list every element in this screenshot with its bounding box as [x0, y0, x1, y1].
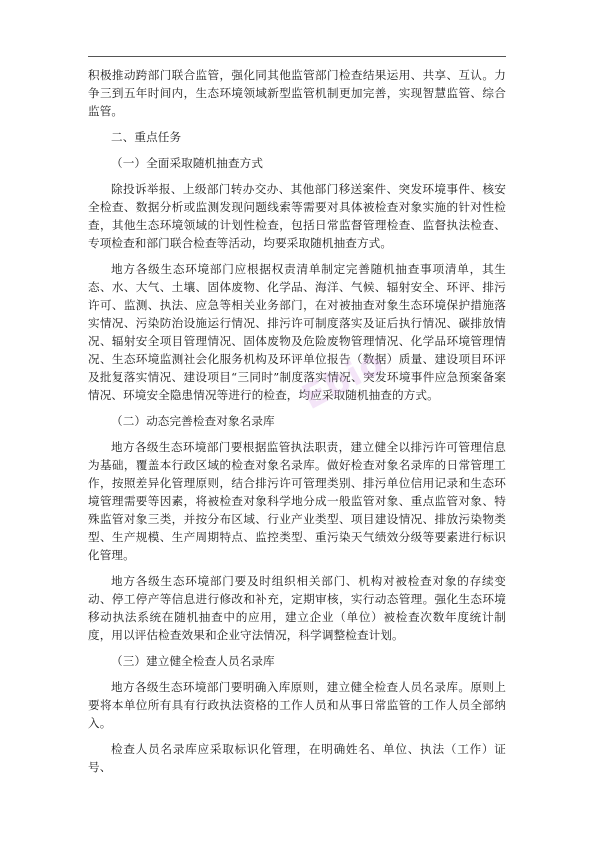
header-rule	[88, 56, 506, 57]
paragraph-inspector-labeling: 检查人员名录库应采取标识化管理，在明确姓名、单位、执法（工作）证号、	[88, 742, 506, 774]
section-heading-key-tasks: 二、重点任务	[111, 130, 182, 144]
paragraph-target-directory: 地方各级生态环境部门要根据监管执法职责，建立健全以排污许可管理信息为基础，覆盖本行政区域的检查对象名录库。做好检查对象名录库的日常管理工作，按照差异化管理原则，结合排污许可管理类别、排污单位信用记录和生态环境管理需要等因素，将被检查对象科学地分成一般监管对象、重点监管对象、特殊监管对象三类，并按分布区域、行业产业类型、项目建设情况、排放污染物类型、生产规模、生产周期特点、监控类型、重污染天气绩效分级等要素进行标识化管理。	[88, 440, 506, 562]
subheading-target-directory: （二）动态完善检查对象名录库	[111, 414, 275, 428]
paragraph-inspection-checklist: 地方各级生态环境部门应根据权责清单制定完善随机抽查事项清单，其生态、水、大气、土壤、固体废物、化学品、海洋、气候、辐射安全、环评、排污许可、监测、执法、应急等相关业务部门，在对被抽查对象生态环境保护措施落实情况、污染防治设施运行情况、排污许可制度落实及证后执行情况、碳排放情况、辐射安全项目管理情况、固体废物及危险废物管理情况、化学品环境管理情况、生态环境监测社会化服务机构及环评单位报告（数据）质量、建设项目环评及批复落实情况、建设项目“三同时”制度落实情况、突发环境事件应急预案备案情况、环境安全隐患情况等进行的检查，均应采取随机抽查的方式。	[88, 262, 506, 402]
paragraph-inspector-directory: 地方各级生态环境部门要明确入库原则，建立健全检查人员名录库。原则上要将本单位所有具有行政执法资格的工作人员和从事日常监管的工作人员全部纳入。	[88, 680, 506, 730]
subheading-random-inspection: （一）全面采取随机抽查方式	[111, 156, 264, 170]
paragraph-random-inspection-scope: 除投诉举报、上级部门转办交办、其他部门移送案件、突发环境事件、核安全检查、数据分析或监测发现问题线索等需要对具体被检查对象实施的针对性检查，其他生态环境领域的计划性检查，包括日常监督管理检查、监督执法检查、专项检查和部门联合检查等活动，均要采取随机抽查方式。	[88, 182, 506, 250]
subheading-inspector-directory: （三）建立健全检查人员名录库	[111, 654, 275, 668]
paragraph-dynamic-management: 地方各级生态环境部门要及时组织相关部门、机构对被检查对象的存续变动、停工停产等信息进行修改和补充，定期审核，实行动态管理。强化生态环境移动执法系统在随机抽查中的应用，建立企业（单位）被检查次数年度统计制度，用以评估检查效果和企业守法情况，科学调整检查计划。	[88, 574, 506, 642]
document-body	[88, 66, 506, 784]
paragraph-continued: 积极推动跨部门联合监管，强化同其他监管部门检查结果运用、共享、互认。力争三到五年时间内，生态环境领域新型监管机制更加完善，实现智慧监管、综合监管。	[88, 68, 506, 118]
watermark-logo: Ebio	[295, 342, 391, 418]
